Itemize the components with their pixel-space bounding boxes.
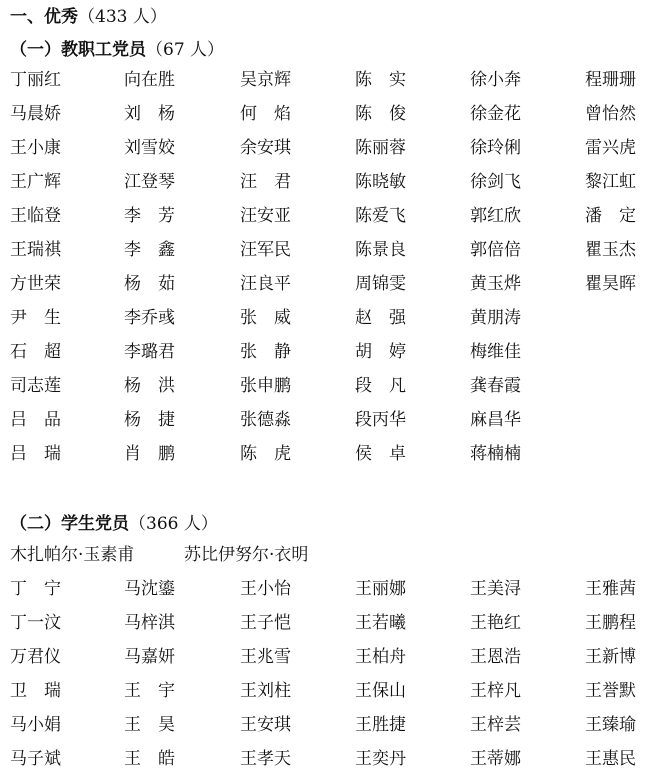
- member-name: 王兆雪: [240, 647, 291, 667]
- member-name: 王 宇: [124, 681, 175, 701]
- subsection-count: （67 人）: [146, 40, 225, 60]
- member-name: 黎江虹: [585, 172, 636, 192]
- name-row: [0, 714, 645, 748]
- name-row: [0, 69, 645, 103]
- member-name: 徐玲俐: [470, 138, 521, 158]
- member-name: 马子斌: [10, 749, 61, 769]
- member-name: 陈晓敏: [355, 172, 406, 192]
- student-name-special: 木扎帕尔·玉素甫: [10, 545, 135, 565]
- member-name: 程珊珊: [585, 70, 636, 90]
- member-name: 刘 杨: [124, 104, 175, 124]
- name-row: [0, 680, 645, 714]
- member-name: 王奕丹: [355, 749, 406, 769]
- member-name: 汪 君: [240, 172, 291, 192]
- subsection-count: （366 人）: [129, 514, 218, 534]
- member-name: 徐金花: [470, 104, 521, 124]
- member-name: 王柏舟: [355, 647, 406, 667]
- member-name: 江登琴: [124, 172, 175, 192]
- member-name: 曾怡然: [585, 104, 636, 124]
- member-name: 陈丽蓉: [355, 138, 406, 158]
- member-name: 黄玉烨: [470, 274, 521, 294]
- member-name: 瞿昊晖: [585, 274, 636, 294]
- name-row: [0, 748, 645, 782]
- name-row: [0, 646, 645, 680]
- member-name: 王梓凡: [470, 681, 521, 701]
- member-name: 余安琪: [240, 138, 291, 158]
- section-heading-excellent: [10, 2, 167, 27]
- member-name: 王小康: [10, 138, 61, 158]
- name-row: [0, 103, 645, 137]
- member-name: 张德淼: [240, 410, 291, 430]
- member-name: 王鹏程: [585, 613, 636, 633]
- member-name: 吴京辉: [240, 70, 291, 90]
- member-name: 杨 洪: [124, 376, 175, 396]
- member-name: 段丙华: [355, 410, 406, 430]
- member-name: 吕 瑞: [10, 444, 61, 464]
- name-row: [0, 409, 645, 443]
- member-name: 王安琪: [240, 715, 291, 735]
- member-name: 丁 宁: [10, 579, 61, 599]
- subsection-title: （二）学生党员: [10, 514, 129, 534]
- member-name: 丁丽红: [10, 70, 61, 90]
- member-name: 王新博: [585, 647, 636, 667]
- subsection-title: （一）教职工党员: [10, 40, 146, 60]
- member-name: 张 威: [240, 308, 291, 328]
- member-name: 王 昊: [124, 715, 175, 735]
- member-name: 丁一汶: [10, 613, 61, 633]
- name-row: [0, 375, 645, 409]
- name-row: [0, 307, 645, 341]
- member-name: 王广辉: [10, 172, 61, 192]
- name-row: [0, 171, 645, 205]
- member-name: 何 焰: [240, 104, 291, 124]
- name-row: [0, 205, 645, 239]
- member-name: 王丽娜: [355, 579, 406, 599]
- member-name: 马晨娇: [10, 104, 61, 124]
- member-name: 汪军民: [240, 240, 291, 260]
- member-name: 方世荣: [10, 274, 61, 294]
- member-name: 万君仪: [10, 647, 61, 667]
- member-name: 李乔彧: [124, 308, 175, 328]
- member-name: 张 静: [240, 342, 291, 362]
- member-name: 刘雪姣: [124, 138, 175, 158]
- member-name: 王梓芸: [470, 715, 521, 735]
- member-name: 郭红欣: [470, 206, 521, 226]
- member-name: 蒋楠楠: [470, 444, 521, 464]
- member-name: 杨 茹: [124, 274, 175, 294]
- member-name: 王若曦: [355, 613, 406, 633]
- member-name: 麻昌华: [470, 410, 521, 430]
- member-name: 王臻瑜: [585, 715, 636, 735]
- name-row: [0, 239, 645, 273]
- member-name: 肖 鹏: [124, 444, 175, 464]
- member-name: 潘 定: [585, 206, 636, 226]
- member-name: 雷兴虎: [585, 138, 636, 158]
- member-name: 马沈鎏: [124, 579, 175, 599]
- member-name: 向在胜: [124, 70, 175, 90]
- member-name: 赵 强: [355, 308, 406, 328]
- name-row: [0, 341, 645, 375]
- member-name: 徐小奔: [470, 70, 521, 90]
- member-name: 陈景良: [355, 240, 406, 260]
- member-name: 陈 虎: [240, 444, 291, 464]
- member-name: 王艳红: [470, 613, 521, 633]
- member-name: 段 凡: [355, 376, 406, 396]
- member-name: 王誉默: [585, 681, 636, 701]
- member-name: 杨 捷: [124, 410, 175, 430]
- member-name: 侯 卓: [355, 444, 406, 464]
- member-name: 王雅茜: [585, 579, 636, 599]
- member-name: 黄朋涛: [470, 308, 521, 328]
- name-row: [0, 578, 645, 612]
- member-name: 李 鑫: [124, 240, 175, 260]
- member-name: 梅维佳: [470, 342, 521, 362]
- member-name: 陈爱飞: [355, 206, 406, 226]
- member-name: 汪良平: [240, 274, 291, 294]
- student-name-special: 苏比伊努尔·衣明: [184, 545, 309, 565]
- member-name: 王胜捷: [355, 715, 406, 735]
- name-row: [0, 443, 645, 477]
- member-name: 马小娟: [10, 715, 61, 735]
- section-count: （433 人）: [78, 7, 167, 27]
- member-name: 徐剑飞: [470, 172, 521, 192]
- member-name: 汪安亚: [240, 206, 291, 226]
- member-name: 李 芳: [124, 206, 175, 226]
- member-name: 王蒂娜: [470, 749, 521, 769]
- member-name: 卫 瑞: [10, 681, 61, 701]
- member-name: 王 皓: [124, 749, 175, 769]
- name-row: [0, 612, 645, 646]
- member-name: 吕 品: [10, 410, 61, 430]
- section-title: 一、优秀: [10, 7, 78, 27]
- member-name: 司志莲: [10, 376, 61, 396]
- member-name: 陈 实: [355, 70, 406, 90]
- member-name: 王刘柱: [240, 681, 291, 701]
- member-name: 王小怡: [240, 579, 291, 599]
- member-name: 王瑞祺: [10, 240, 61, 260]
- member-name: 王子恺: [240, 613, 291, 633]
- member-name: 周锦雯: [355, 274, 406, 294]
- name-row: [0, 137, 645, 171]
- subsection-heading-faculty: [10, 35, 224, 60]
- name-row: [0, 273, 645, 307]
- member-name: 马嘉妍: [124, 647, 175, 667]
- member-name: 张申鹏: [240, 376, 291, 396]
- member-name: 龚春霞: [470, 376, 521, 396]
- member-name: 尹 生: [10, 308, 61, 328]
- member-name: 王保山: [355, 681, 406, 701]
- member-name: 马梓淇: [124, 613, 175, 633]
- member-name: 王临登: [10, 206, 61, 226]
- member-name: 陈 俊: [355, 104, 406, 124]
- member-name: 石 超: [10, 342, 61, 362]
- member-name: 瞿玉杰: [585, 240, 636, 260]
- member-name: 王美浔: [470, 579, 521, 599]
- member-name: 郭倍倍: [470, 240, 521, 260]
- member-name: 李璐君: [124, 342, 175, 362]
- member-name: 胡 婷: [355, 342, 406, 362]
- member-name: 王孝天: [240, 749, 291, 769]
- member-name: 王恩浩: [470, 647, 521, 667]
- subsection-heading-students: [10, 509, 218, 534]
- member-name: 王惠民: [585, 749, 636, 769]
